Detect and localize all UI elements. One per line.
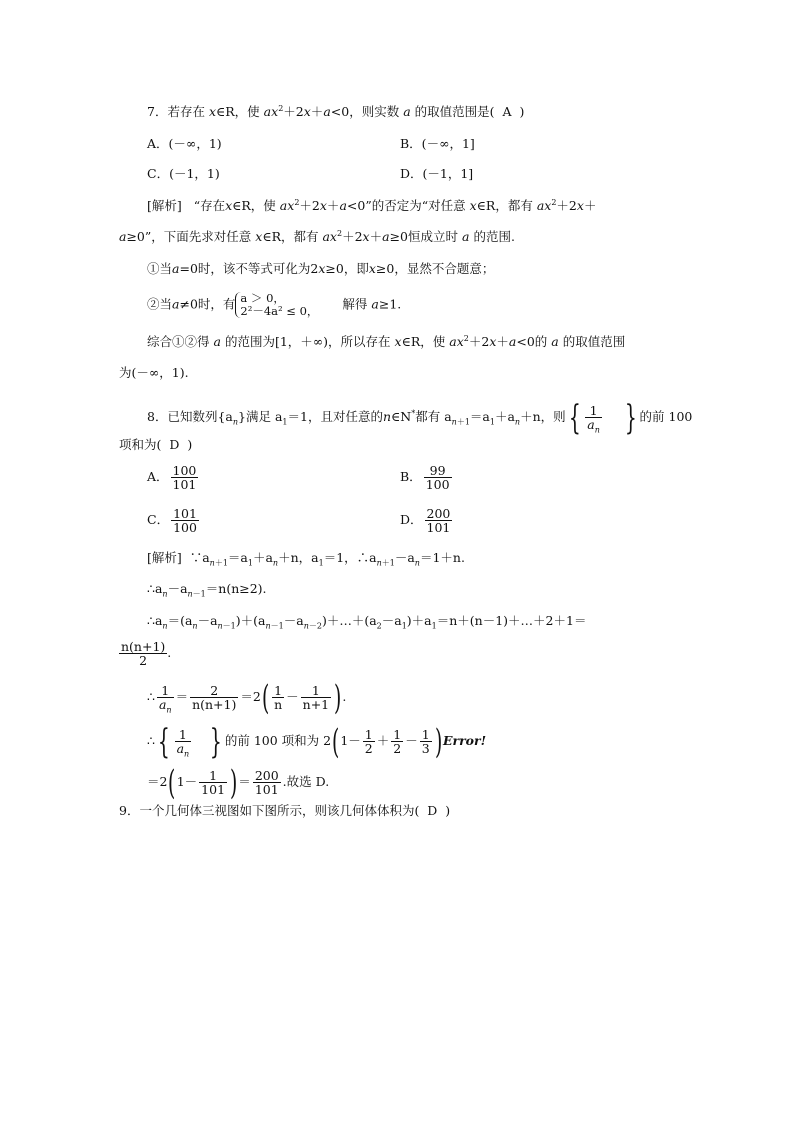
q7-option-d: D．(－1，1] [400, 166, 474, 181]
q8-analysis-line1: [解析] $\because a_{n+1}=a_1+a_n+n$，$a_1=1$，$\therefore a_{n+1}-a_n=1+n$. [147, 550, 465, 568]
q8-analysis-line3: $\therefore a_n=(a_n-a_{n-1})+(a_{n-1}-a_{n-2})+\dots+(a_2-a_1)+a_1=n+(n-1)+\dots+2+1=$ [147, 613, 587, 631]
q8-answer: D [169, 437, 180, 452]
q8-analysis-line4: $\frac{n(n+1)}{2}$ . [121, 639, 172, 668]
q8-stem-line1: 8．已知数列$\{a_n\}$满足 $a_1=1$，且对任意的n∈N*都有 $a_{n+1}=a_1+a_n+n$，则{ $\frac{1}{a_n}$ } 的前 100 [147, 397, 693, 438]
q7-stem: 7．若存在 x∈R，使 $ax^2+2x+a<0$，则实数 a 的取值范围是( A ) [147, 103, 525, 119]
q8-analysis-line2: $\therefore a_n-a_{n-1}=n(n\ge 2)$. [147, 581, 267, 599]
q7-analysis-line1: [解析] “存在x∈R，使 $ax^2+2x+a<0$”的否定为“对任意 x∈R，都有 $ax^2+2x+$ [147, 197, 597, 213]
q7-option-a: A．(－∞，1) [147, 136, 222, 151]
q7-summary-line2: 为(－∞，1). [119, 365, 189, 380]
error-text: Error! [442, 733, 487, 748]
q8-option-b: B． $\frac{99}{100}$ [400, 463, 450, 492]
q8-analysis-line5: ∴ $\frac{1}{a_n}$ ＝ $\frac{2}{n(n+1)}$ ＝2( $\frac{1}{n}$ － $\frac{1}{n+1}$ ). [147, 677, 347, 718]
q7-option-b: B．(－∞，1] [400, 136, 475, 151]
q7-case-1: ①当a=0时，该不等式可化为2x≥0，即x≥0，显然不合题意； [147, 261, 495, 276]
q8-analysis-line7: ＝2(1－ $\frac{1}{101}$ )＝ $\frac{200}{101}$ .故选 D. [147, 762, 330, 803]
q7-option-c: C．(－1，1) [147, 166, 220, 181]
q7-inequality-system: a ＞ 0， 2²－4a² ≤ 0， [235, 292, 318, 318]
q7-case-2: ②当a≠0时，有 a ＞ 0， 2²－4a² ≤ 0， 解得 a≥1. [147, 291, 402, 318]
q7-analysis-line2: a≥0”，下面先求对任意 x∈R，都有 $ax^2+2x+a\ge 0$恒成立时 a 的范围. [119, 228, 515, 244]
q8-stem-line2: 项和为( D ) [119, 437, 193, 452]
q9-stem: 9．一个几何体三视图如下图所示，则该几何体体积为( D ) [119, 803, 451, 818]
q8-option-c: C． $\frac{101}{100}$ [147, 506, 197, 535]
q9-answer: D [427, 803, 438, 818]
q8-option-d: D． $\frac{200}{101}$ [400, 506, 451, 535]
q7-answer: A [502, 104, 512, 119]
q7-summary-line1: 综合①②得 a 的范围为[1，＋∞)，所以存在 x∈R，使 $ax^2+2x+a<0$的 a 的取值范围 [147, 333, 626, 349]
q8-option-a: A． $\frac{100}{101}$ [147, 463, 197, 492]
q7-analysis-label: [解析] [147, 198, 182, 213]
q8-analysis-line6: ∴{ $\frac{1}{a_n}$ } 的前 100 项和为 2(1－ $\frac{1}{2}$ ＋ $\frac{1}{2}$ － $\frac{1}{3}$ )Error! [147, 721, 487, 762]
q8-analysis-label: [解析] [147, 550, 182, 565]
